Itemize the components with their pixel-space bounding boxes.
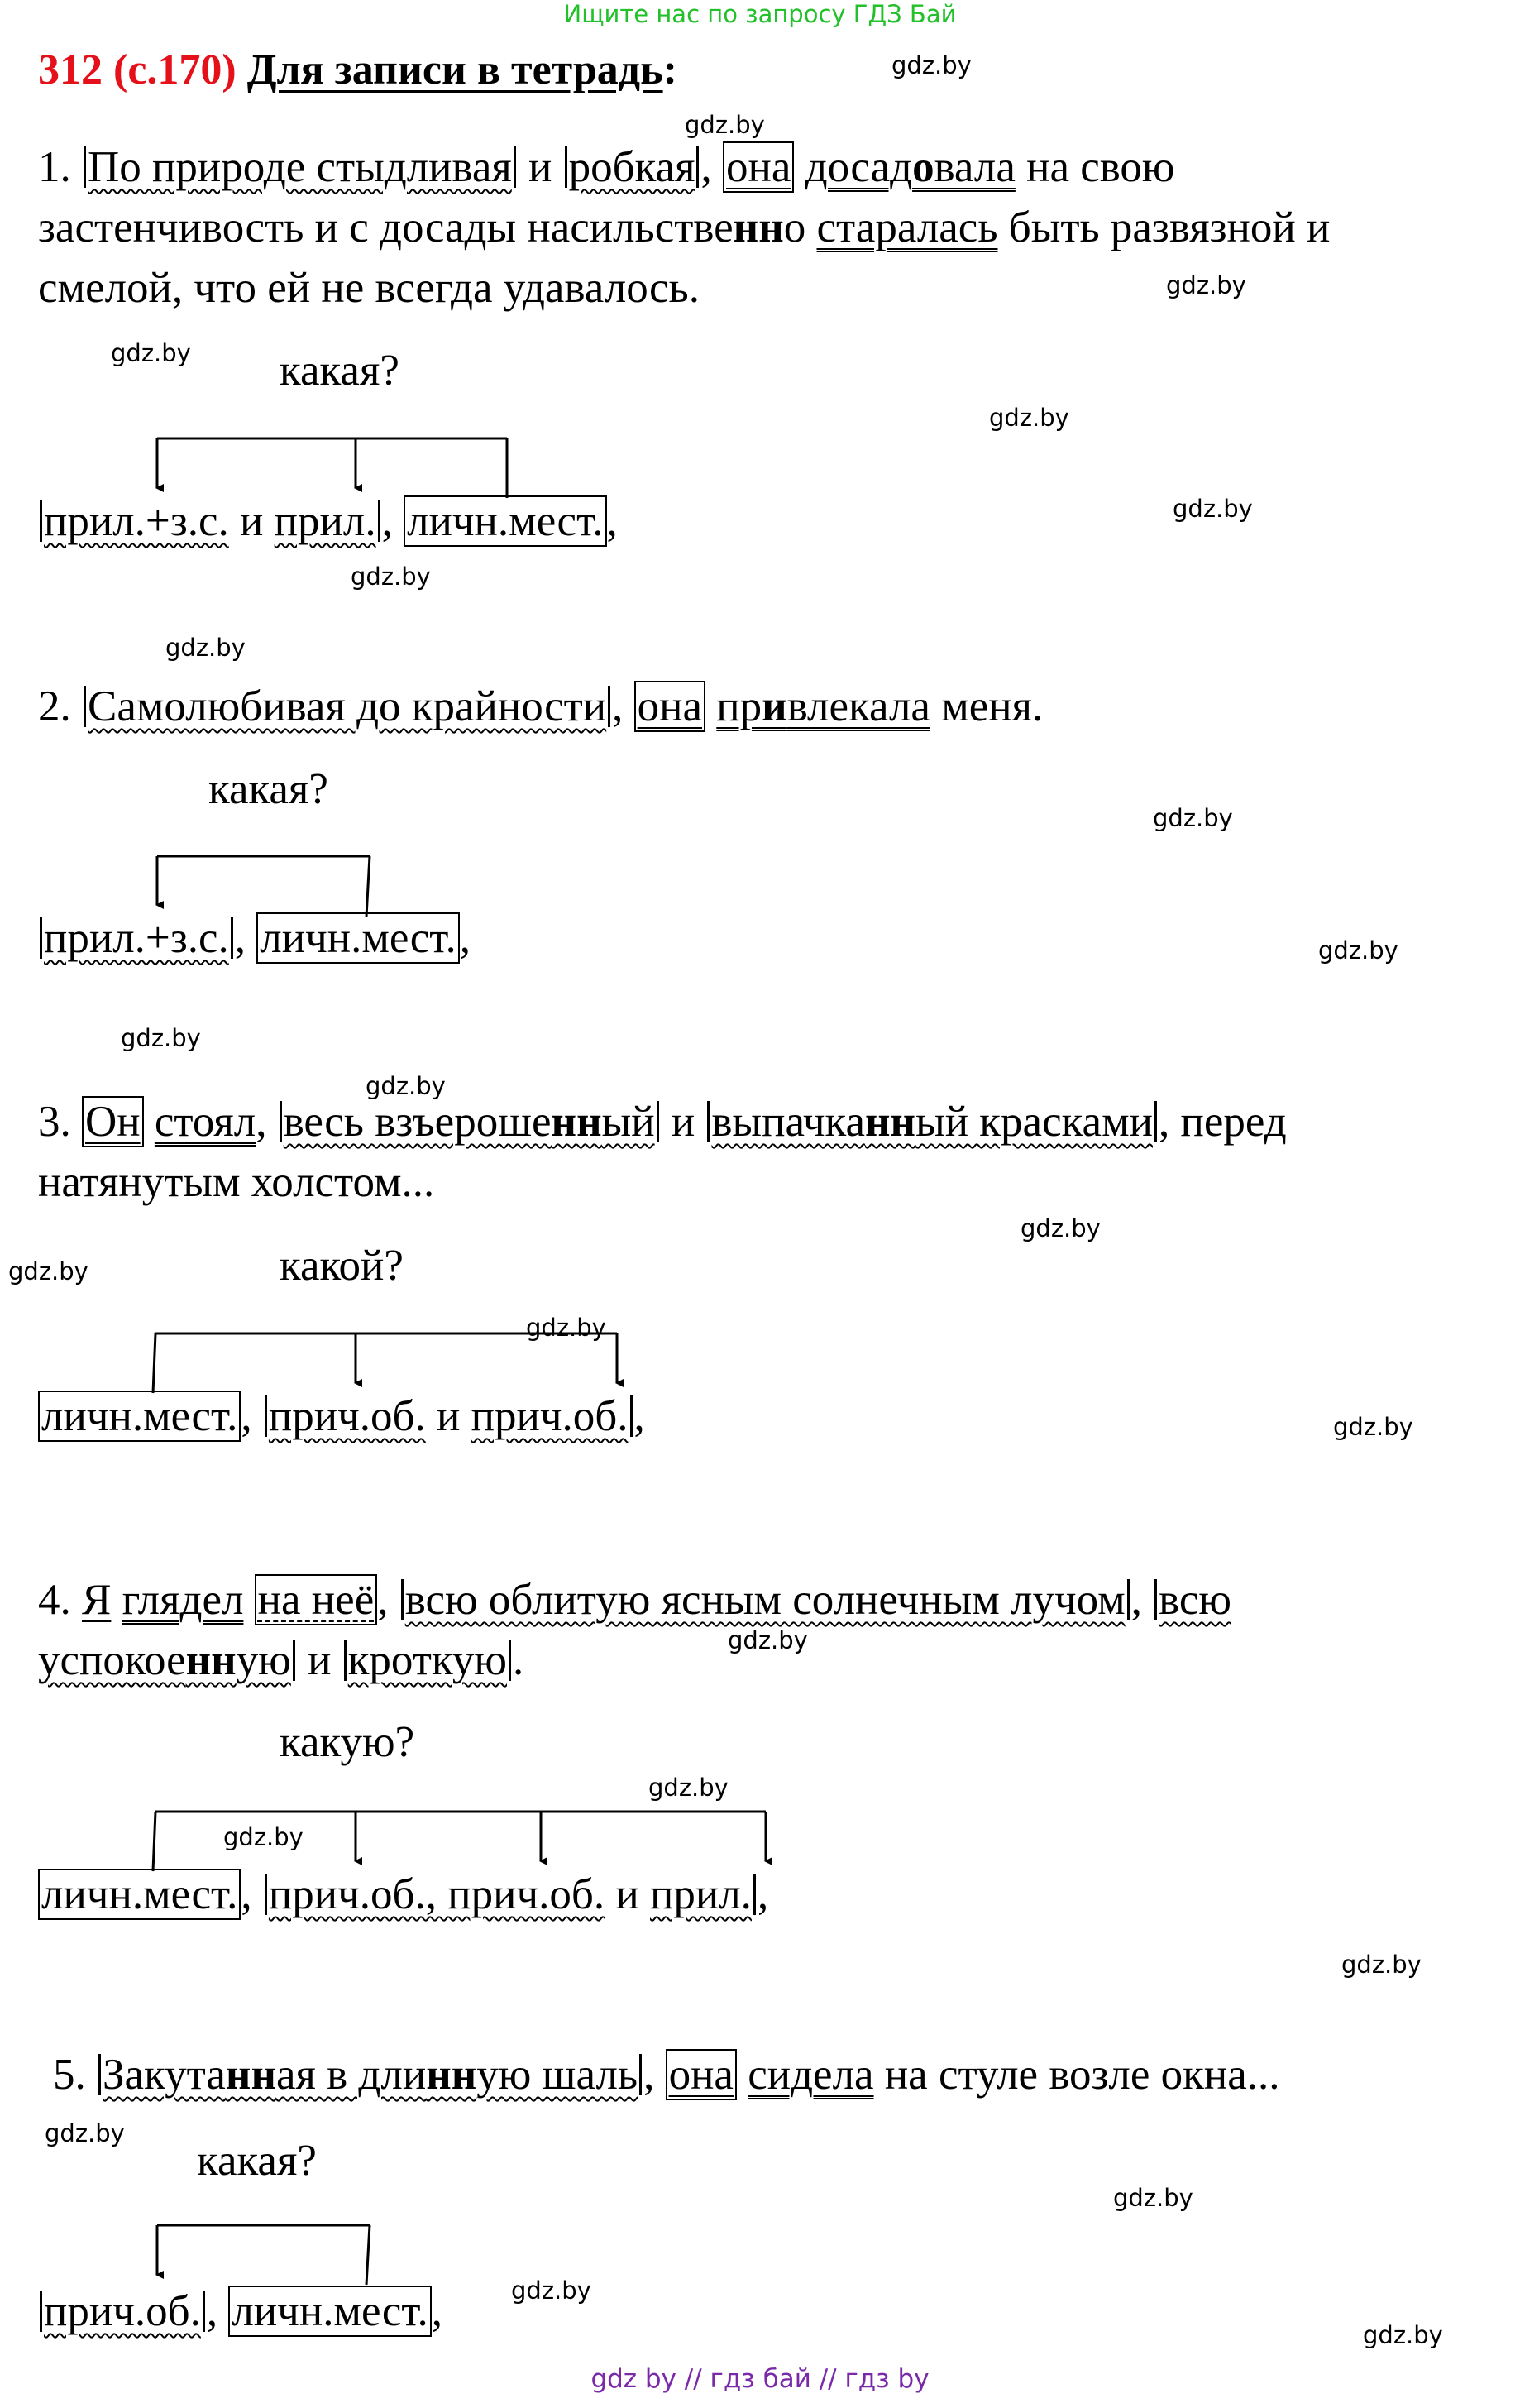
- task-number: 312 (с.170): [38, 46, 237, 93]
- sentence-3-line-2: натянутым холстом...: [38, 1158, 435, 1206]
- question-5: какая?: [197, 2137, 317, 2185]
- isolated-definition: выпачканный красками: [711, 1098, 1153, 1146]
- watermark: gdz.by: [1021, 1214, 1101, 1242]
- watermark: gdz.by: [223, 1823, 304, 1851]
- watermark: gdz.by: [526, 1314, 606, 1342]
- watermark: gdz.by: [351, 563, 431, 591]
- predicate: старалась: [816, 203, 998, 251]
- watermark: gdz.by: [111, 339, 191, 367]
- watermark: gdz.by: [165, 634, 246, 662]
- object: на неё: [255, 1574, 378, 1625]
- predicate: стоял: [154, 1098, 256, 1146]
- question-1: какая?: [280, 347, 399, 395]
- sentence-4-line-1: 4. Я глядел на неё, всю облитую ясным солнечным лучом , всю: [38, 1576, 1231, 1624]
- watermark: gdz.by: [1333, 1413, 1413, 1441]
- watermark: gdz.by: [8, 1257, 88, 1285]
- scheme-5-arrows: [157, 2225, 370, 2285]
- sentence-1-line-1: 1. По природе стыдливая и робкая , она досадовала на свою: [38, 143, 1175, 191]
- scheme-4: личн.мест., прич.об., прич.об. и прил. ,: [38, 1869, 768, 1919]
- isolated-definition: весь взъерошенный: [283, 1098, 655, 1146]
- watermark: gdz.by: [1173, 495, 1253, 523]
- watermark: gdz.by: [1113, 2184, 1193, 2212]
- isolated-definition: всю облитую ясным солнечным лучом: [404, 1576, 1126, 1624]
- watermark: gdz.by: [511, 2276, 591, 2305]
- question-3: какой?: [280, 1242, 404, 1290]
- watermark: gdz.by: [1341, 1951, 1422, 1979]
- task-title: 312 (с.170) Для записи в тетрадь:: [38, 46, 677, 93]
- watermark: gdz.by: [989, 404, 1069, 432]
- scheme-3: личн.мест., прич.об. и прич.об. ,: [38, 1391, 645, 1441]
- watermark: gdz.by: [121, 1024, 201, 1052]
- sentence-1-line-2: застенчивость и с досады насильственно старалась быть развязной и: [38, 203, 1331, 251]
- subject: Я: [82, 1576, 112, 1624]
- subject: она: [634, 681, 705, 732]
- scheme-3-arrows: [153, 1333, 617, 1393]
- scheme-1-arrows: [157, 438, 507, 498]
- scheme-2-arrows: [157, 856, 370, 917]
- scheme-5: прич.об. , личн.мест.,: [38, 2286, 442, 2336]
- watermark: gdz.by: [1363, 2321, 1443, 2349]
- watermark: gdz.by: [891, 51, 972, 79]
- isolated-definition: робкая: [568, 143, 695, 191]
- predicate: досадовала: [805, 143, 1016, 191]
- isolated-definition: Закутанная в длинную шаль: [103, 2051, 638, 2099]
- predicate: глядел: [122, 1576, 244, 1624]
- watermark: gdz.by: [728, 1626, 808, 1654]
- sentence-1-line-3: смелой, что ей не всегда удавалось.: [38, 264, 700, 312]
- watermark: gdz.by: [1318, 936, 1398, 965]
- sentence-5: 5. Закутанная в длинную шаль , она сидела на стуле возле окна...: [53, 2051, 1280, 2099]
- subject: Он: [82, 1096, 144, 1147]
- predicate: сидела: [748, 2051, 874, 2099]
- watermark: gdz.by: [1153, 804, 1233, 832]
- isolated-definition: Самолюбивая до крайности: [88, 682, 607, 730]
- sentence-4-line-2: успокоенную и кроткую .: [38, 1636, 524, 1684]
- subject: она: [666, 2049, 737, 2100]
- watermark: gdz.by: [45, 2119, 125, 2147]
- watermark: gdz.by: [648, 1774, 729, 1802]
- scheme-1: прил.+з.с. и прил. , личн.мест.,: [38, 496, 618, 546]
- predicate: привлекала: [716, 682, 930, 730]
- footer-links: gdz by // гдз бай // гдз by: [590, 2364, 930, 2394]
- sentence-2: 2. Самолюбивая до крайности , она привлекала меня.: [38, 682, 1044, 730]
- watermark: gdz.by: [685, 111, 765, 139]
- watermark: gdz.by: [1166, 271, 1246, 299]
- question-2: какая?: [208, 765, 328, 813]
- sentence-3-line-1: 3. Он стоял, весь взъерошенный и выпачканный красками , перед: [38, 1098, 1287, 1146]
- top-banner: Ищите нас по запросу ГДЗ Бай: [563, 0, 957, 28]
- subject: она: [723, 141, 794, 193]
- task-heading: Для записи в тетрадь: [246, 46, 663, 93]
- scheme-2: прил.+з.с. , личн.мест.,: [38, 913, 471, 963]
- watermark: gdz.by: [366, 1072, 446, 1100]
- isolated-definition: По природе стыдливая: [88, 143, 512, 191]
- question-4: какую?: [280, 1718, 415, 1766]
